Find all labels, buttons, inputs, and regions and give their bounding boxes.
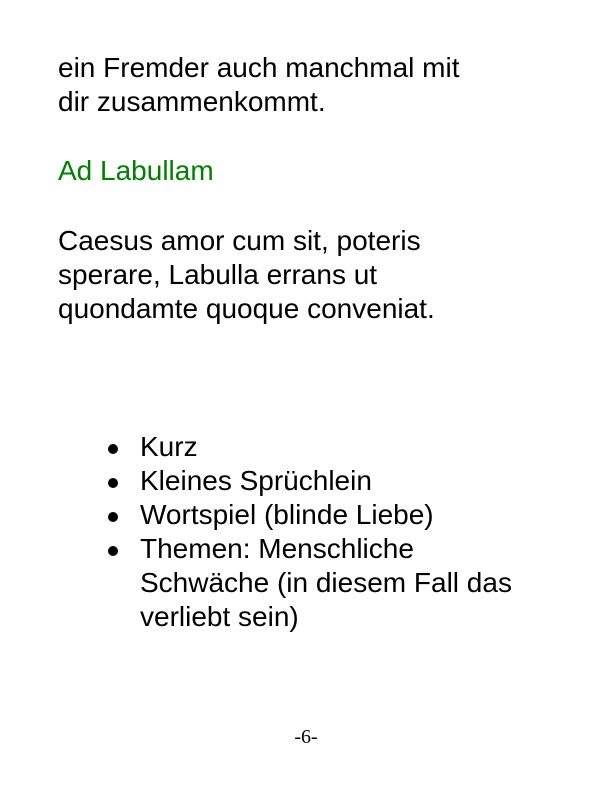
bullet-icon [108, 546, 118, 556]
list-item-text: Themen: Menschliche Schwäche (in diesem Fall das verliebt sein) [140, 533, 512, 632]
list-item-text: Kleines Sprüchlein [140, 465, 372, 496]
intro-line-2: dir zusammenkommt. [58, 86, 326, 117]
list-item [108, 532, 548, 634]
bullet-icon [108, 444, 118, 454]
list-item [108, 464, 548, 498]
latin-line-3: quondamte quoque conveniat. [58, 293, 435, 324]
latin-line-2: sperare, Labulla errans ut [58, 259, 378, 290]
bullet-list [108, 430, 548, 634]
list-item-text: Wortspiel (blinde Liebe) [140, 499, 434, 530]
bullet-icon [108, 512, 118, 522]
list-item-text: Kurz [140, 431, 198, 462]
intro-paragraph [58, 51, 558, 119]
latin-paragraph [58, 224, 558, 326]
list-item [108, 498, 548, 532]
bullet-icon [108, 478, 118, 488]
intro-line-1: ein Fremder auch manchmal mit [58, 52, 460, 83]
section-heading: Ad Labullam [58, 155, 214, 186]
latin-line-1: Caesus amor cum sit, poteris [58, 225, 421, 256]
page-number: -6- [294, 726, 318, 748]
list-item [108, 430, 548, 464]
